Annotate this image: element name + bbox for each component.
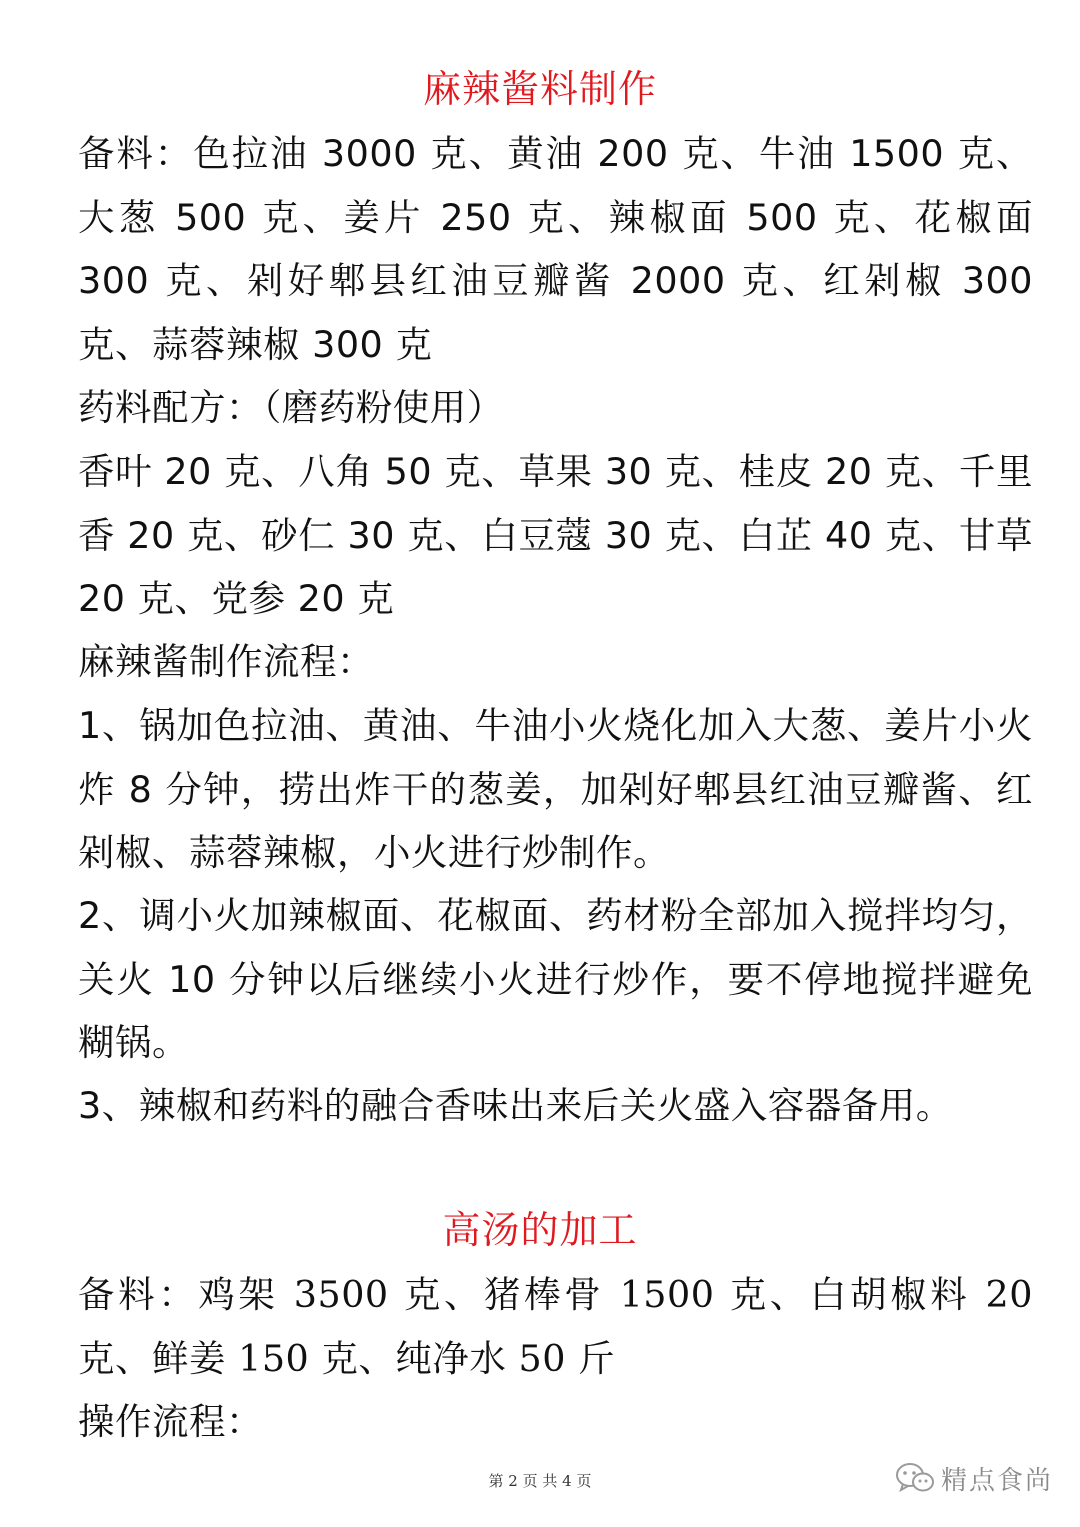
section-title-spicy-sauce: 麻辣酱料制作 bbox=[422, 67, 657, 111]
stock-process-heading: 操作流程： bbox=[78, 1400, 263, 1443]
process-step-3: 3、辣椒和药料的融合香味出来后关火盛入容器备用。 bbox=[78, 1084, 953, 1127]
process-step-2: 2、调小火加辣椒面、花椒面、药材粉全部加入搅拌均匀，关火 10 分钟以后继续小火进行炒作，要不停地搅拌避免糊锅。 bbox=[78, 894, 1033, 1064]
spicy-sauce-ingredients: 备料：色拉油 3000 克、黄油 200 克、牛油 1500 克、大葱 500 克、姜片 250 克、辣椒面 500 克、花椒面 300 克、剁好郫县红油豆瓣酱 2000 克、红剁椒 300 克、蒜蓉辣椒 300 克 bbox=[78, 132, 1033, 366]
page-indicator: 第 2 页 共 4 页 bbox=[488, 1472, 592, 1490]
wechat-icon bbox=[895, 1461, 935, 1495]
section-title-stock: 高汤的加工 bbox=[442, 1208, 638, 1252]
process-step-1: 1、锅加色拉油、黄油、牛油小火烧化加入大葱、姜片小火炸 8 分钟，捞出炸干的葱姜，加剁好郫县红油豆瓣酱、红剁椒、蒜蓉辣椒，小火进行炒制作。 bbox=[78, 704, 1033, 874]
watermark-text: 精点食尚 bbox=[941, 1465, 1054, 1496]
herbs-heading: 药料配方：（磨药粉使用） bbox=[78, 386, 504, 429]
herbs-list: 香叶 20 克、八角 50 克、草果 30 克、桂皮 20 克、千里香 20 克、砂仁 30 克、白豆蔻 30 克、白芷 40 克、甘草 20 克、党参 20 克 bbox=[78, 450, 1033, 620]
stock-ingredients: 备料：鸡架 3500 克、猪棒骨 1500 克、白胡椒料 20 克、鲜姜 150 克、纯净水 50 斤 bbox=[78, 1273, 1033, 1380]
watermark bbox=[895, 1458, 1053, 1498]
process-heading: 麻辣酱制作流程： bbox=[78, 640, 374, 683]
